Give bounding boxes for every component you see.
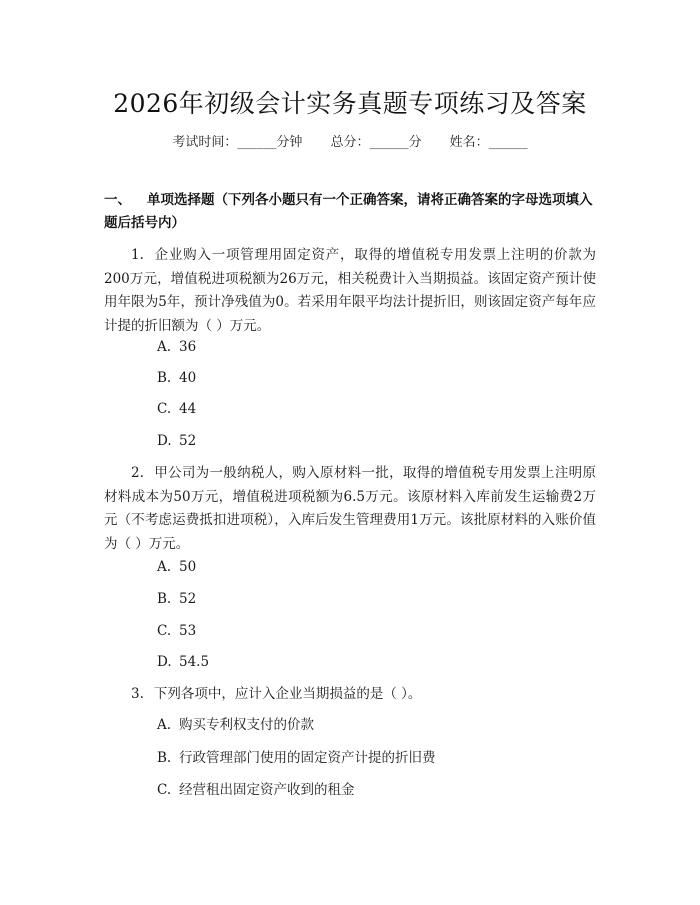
- question-1-option-a: [157, 337, 196, 357]
- section-heading-text: 单项选择题（下列各小题只有一个正确答案，请将正确答案的字母选项填入题后括号内）: [104, 192, 593, 231]
- question-1-option-b: [157, 368, 196, 388]
- option-text: 购买专利权支付的价款: [179, 717, 314, 733]
- question-3-stem: [104, 683, 596, 707]
- option-text: 40: [179, 370, 197, 386]
- question-text: 下列各项中，应计入企业当期损益的是（ ）。: [153, 686, 422, 702]
- student-name-field: 姓名：______: [449, 135, 528, 150]
- question-3-option-b: [157, 748, 436, 768]
- question-2-option-c: [157, 621, 196, 641]
- option-letter: D.: [157, 654, 172, 670]
- option-letter: D.: [157, 433, 172, 449]
- option-letter: A.: [157, 717, 172, 733]
- option-letter: A.: [157, 559, 172, 575]
- question-2-option-b: [157, 589, 196, 609]
- option-letter: C.: [157, 782, 172, 798]
- option-letter: C.: [157, 623, 172, 639]
- option-letter: B.: [157, 750, 172, 766]
- question-1-option-c: [157, 399, 196, 419]
- option-text: 50: [179, 559, 197, 575]
- question-number: 3.: [131, 686, 144, 702]
- option-text: 54.5: [179, 654, 210, 670]
- question-2-stem: [104, 462, 596, 556]
- exam-meta: [0, 131, 700, 150]
- question-number: 2.: [131, 465, 144, 481]
- total-score-field: 总分：______分: [330, 135, 422, 150]
- question-2-option-a: [157, 557, 196, 577]
- section-number: 一、: [104, 192, 131, 208]
- question-1-stem: [104, 244, 596, 338]
- option-text: 53: [179, 623, 197, 639]
- option-text: 36: [179, 339, 197, 355]
- question-number: 1.: [131, 247, 144, 263]
- option-text: 经营租出固定资产收到的租金: [179, 782, 355, 798]
- option-text: 52: [179, 433, 197, 449]
- exam-time-field: 考试时间：______分钟: [172, 135, 303, 150]
- option-text: 行政管理部门使用的固定资产计提的折旧费: [179, 750, 436, 766]
- option-text: 52: [179, 591, 197, 607]
- option-text: 44: [179, 401, 197, 417]
- question-3-option-a: [157, 715, 314, 735]
- question-1-option-d: [157, 431, 196, 451]
- option-letter: A.: [157, 339, 172, 355]
- option-letter: B.: [157, 591, 172, 607]
- option-letter: B.: [157, 370, 172, 386]
- page-title: 2026年初级会计实务真题专项练习及答案: [113, 89, 587, 118]
- question-text: 企业购入一项管理用固定资产，取得的增值税专用发票上注明的价款为200万元，增值税进项税额为26万元，相关税费计入当期损益。该固定资产预计使用年限为5年，预计净残值为0。若采用年限平均法计提折旧，则该固定资产每年应计提的折旧额为（ ）万元。: [104, 247, 596, 334]
- option-letter: C.: [157, 401, 172, 417]
- question-2-option-d: [157, 652, 209, 672]
- section-heading: [104, 189, 596, 235]
- question-text: 甲公司为一般纳税人，购入原材料一批，取得的增值税专用发票上注明原材料成本为50万元，增值税进项税额为6.5万元。该原材料入库前发生运输费2万元（不考虑运费抵扣进项税），入库后发生管理费用1万元。该批原材料的入账价值为（ ）万元。: [104, 465, 596, 552]
- question-3-option-c: [157, 780, 355, 800]
